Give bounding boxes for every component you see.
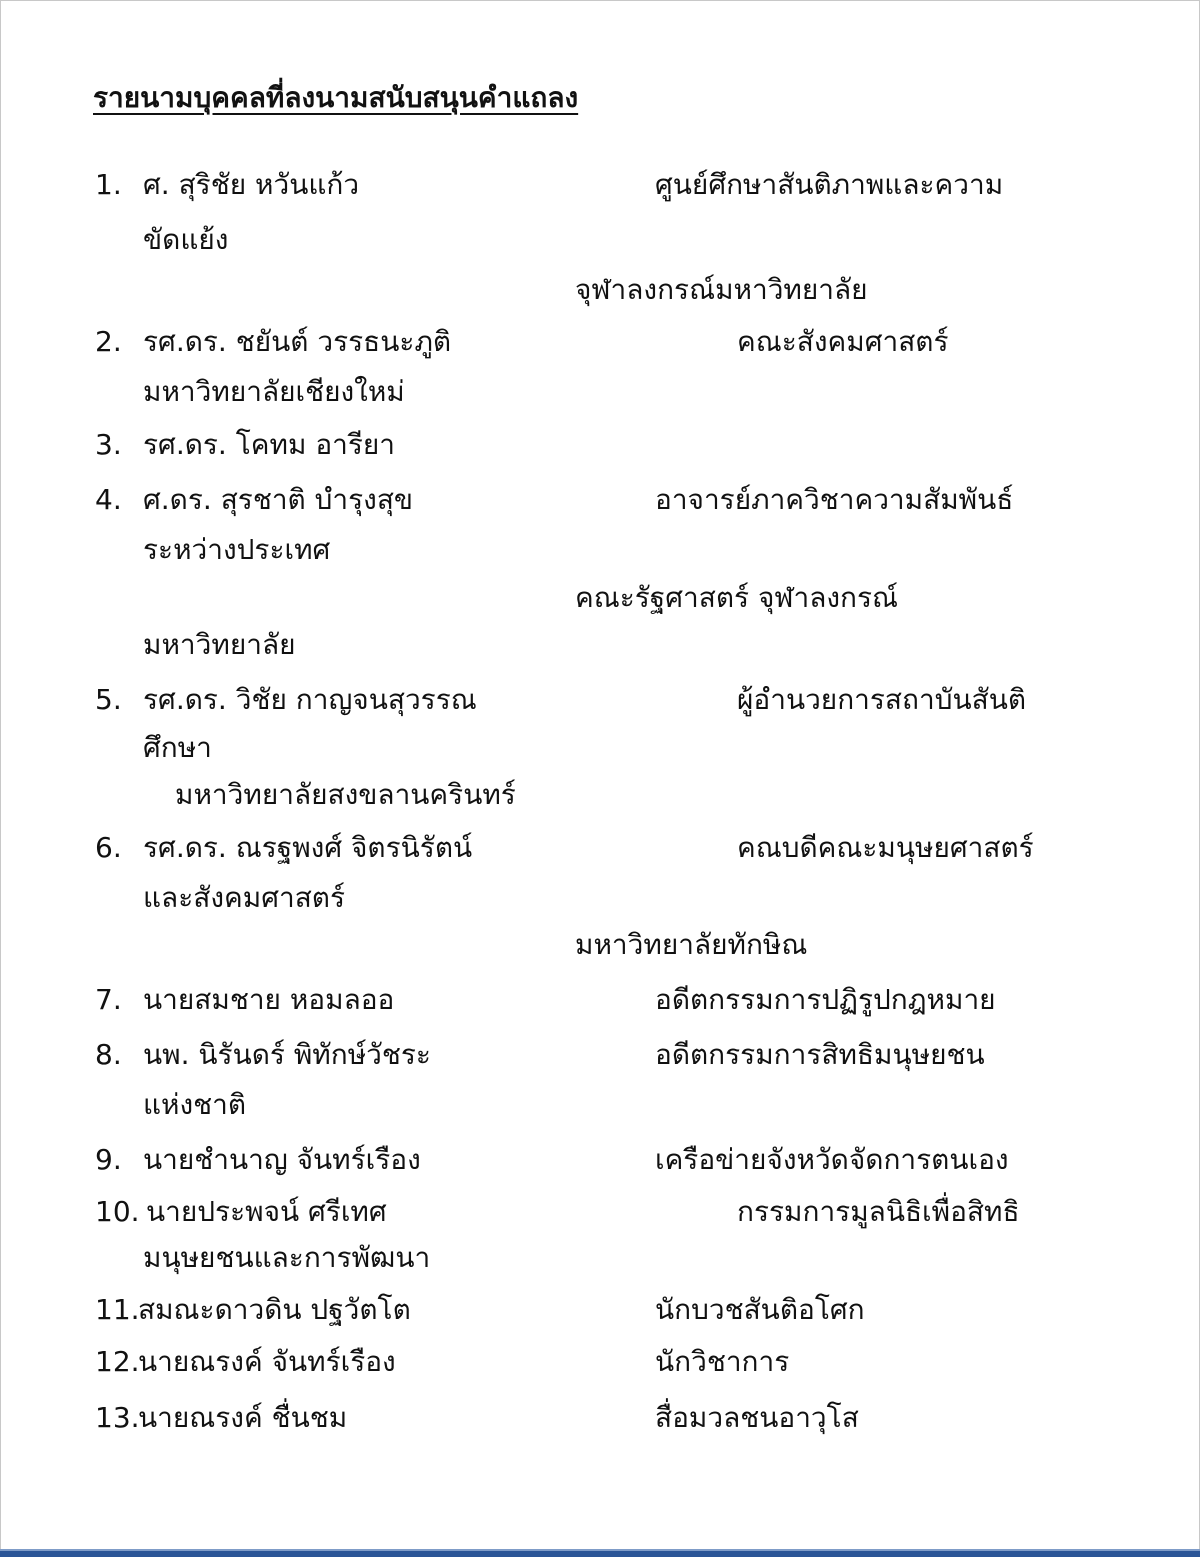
entry-number: 13. — [95, 1401, 140, 1434]
entry-name: ศ. สุริชัย หวันแก้ว — [143, 168, 360, 201]
entry-number: 12. — [95, 1345, 140, 1378]
entry-affiliation: ขัดแย้ง — [143, 223, 229, 256]
entry-name: นายณรงค์ ชื่นชม — [138, 1401, 348, 1434]
entry-name: รศ.ดร. โคทม อารียา — [143, 428, 396, 461]
entry-number: 7. — [95, 983, 122, 1016]
entry-affiliation: ผู้อำนวยการสถาบันสันติ — [737, 683, 1027, 716]
entry-affiliation: อดีตกรรมการสิทธิมนุษยชน — [655, 1038, 985, 1071]
entry-name: นพ. นิรันดร์ พิทักษ์วัชระ — [143, 1038, 431, 1071]
entry-number: 4. — [95, 483, 122, 516]
entry-affiliation: มหาวิทยาลัย — [143, 628, 296, 661]
entry-name: นายชำนาญ จันทร์เรือง — [143, 1143, 421, 1176]
document-title: รายนามบุคคลที่ลงนามสนับสนุนคำแถลง — [93, 81, 579, 114]
entry-affiliation: สื่อมวลชนอาวุโส — [655, 1401, 859, 1434]
entry-affiliation: คณะรัฐศาสตร์ จุฬาลงกรณ์ — [575, 581, 899, 614]
entry-number: 3. — [95, 428, 122, 461]
entry-number: 6. — [95, 831, 122, 864]
entry-name: รศ.ดร. วิชัย กาญจนสุวรรณ — [143, 683, 477, 716]
entry-number: 5. — [95, 683, 122, 716]
entry-affiliation: นักบวชสันติอโศก — [655, 1293, 865, 1326]
entry-affiliation: จุฬาลงกรณ์มหาวิทยาลัย — [575, 273, 868, 306]
bottom-border-bar — [0, 1549, 1200, 1557]
entry-number: 2. — [95, 325, 122, 358]
entry-name: นายณรงค์ จันทร์เรือง — [138, 1345, 396, 1378]
entry-affiliation: มนุษยชนและการพัฒนา — [143, 1241, 431, 1274]
entry-affiliation: ระหว่างประเทศ — [143, 533, 331, 566]
entry-affiliation: มหาวิทยาลัยทักษิณ — [575, 928, 808, 961]
entry-number: 8. — [95, 1038, 122, 1071]
entry-affiliation: ศูนย์ศึกษาสันติภาพและความ — [655, 168, 1004, 201]
entry-affiliation: อาจารย์ภาควิชาความสัมพันธ์ — [655, 483, 1014, 516]
entry-number: 11. — [95, 1293, 140, 1326]
entry-name: นายประพจน์ ศรีเทศ — [146, 1195, 387, 1228]
entry-affiliation: แห่งชาติ — [143, 1088, 247, 1121]
entry-affiliation: และสังคมศาสตร์ — [143, 881, 346, 914]
entry-affiliation: คณบดีคณะมนุษยศาสตร์ — [737, 831, 1034, 864]
entry-name: ศ.ดร. สุรชาติ บำรุงสุข — [143, 483, 414, 516]
entry-affiliation: กรรมการมูลนิธิเพื่อสิทธิ — [737, 1195, 1020, 1228]
entry-name: นายสมชาย หอมลออ — [143, 983, 395, 1016]
entry-name: สมณะดาวดิน ปฐวัตโต — [138, 1293, 411, 1326]
entry-affiliation: ศึกษา — [143, 731, 212, 764]
entry-name: รศ.ดร. ณรฐพงศ์ จิตรนิรัตน์ — [143, 831, 473, 864]
entry-affiliation: นักวิชาการ — [655, 1345, 790, 1378]
entry-name: รศ.ดร. ชยันต์ วรรธนะภูติ — [143, 325, 452, 358]
entry-affiliation: อดีตกรรมการปฏิรูปกฎหมาย — [655, 983, 996, 1016]
entry-number: 1. — [95, 168, 122, 201]
entry-number: 10. — [95, 1195, 140, 1228]
entry-affiliation: เครือข่ายจังหวัดจัดการตนเอง — [655, 1143, 1009, 1176]
entry-affiliation: มหาวิทยาลัยสงขลานครินทร์ — [175, 778, 516, 811]
entry-affiliation: มหาวิทยาลัยเชียงใหม่ — [143, 375, 405, 408]
entry-number: 9. — [95, 1143, 122, 1176]
entry-affiliation: คณะสังคมศาสตร์ — [737, 325, 949, 358]
